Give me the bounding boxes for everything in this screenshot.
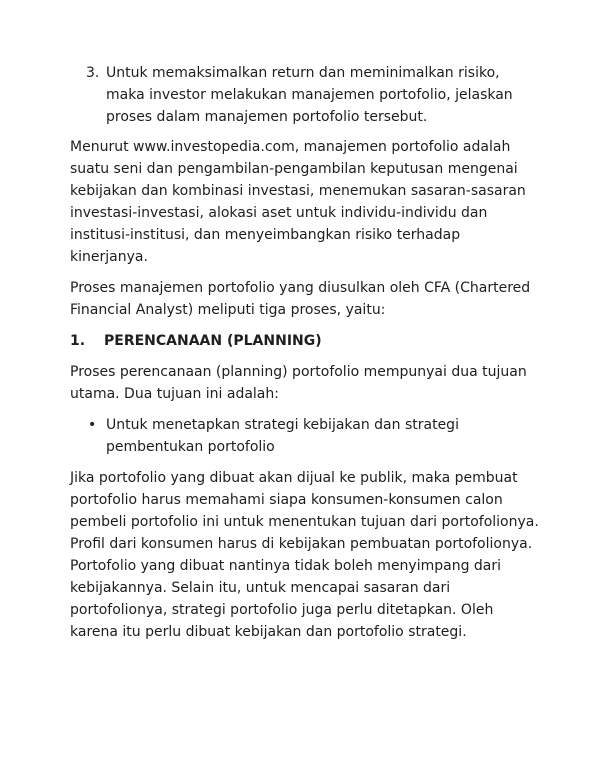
planning-body-paragraph: Jika portofolio yang dibuat akan dijual ke publik, maka pembuat portofolio harus memahami siapa konsumen-konsumen calon pembeli portofolio ini untuk menentukan tujuan dari portofolionya. Profil dari konsumen harus di kebijakan pembuatan portofolionya. Portofolio yang dibuat nantinya tidak boleh menyimpang dari kebijakannya. Selain itu, untuk mencapai sasaran dari portofolionya, strategi portofolio juga perlu ditetapkan. Oleh karena itu perlu dibuat kebijakan dan portofolio strategi.: [70, 470, 539, 640]
list-item: [88, 414, 540, 458]
process-intro-paragraph: Proses manajemen portofolio yang diusulkan oleh CFA (Chartered Financial Analyst) meliputi tiga proses, yaitu:: [70, 280, 531, 318]
bullet-marker: •: [88, 417, 97, 433]
list-item-text: Untuk menetapkan strategi kebijakan dan strategi pembentukan portofolio: [106, 417, 459, 455]
planning-goals-list: [70, 414, 540, 458]
question-text: Untuk memaksimalkan return dan meminimalkan risiko, maka investor melakukan manajemen portofolio, jelaskan proses dalam manajemen portofolio tersebut.: [106, 65, 513, 125]
question-item: [86, 62, 540, 128]
section-title: PERENCANAAN (PLANNING): [104, 333, 322, 349]
document-page: [70, 62, 540, 652]
definition-paragraph: Menurut www.investopedia.com, manajemen portofolio adalah suatu seni dan pengambilan-pengambilan keputusan mengenai kebijakan dan kombinasi investasi, menemukan sasaran-sasaran investasi-investasi, alokasi aset untuk individu-individu dan institusi-institusi, dan menyeimbangkan risiko terhadap kinerjanya.: [70, 139, 526, 265]
planning-intro-paragraph: Proses perencanaan (planning) portofolio mempunyai dua tujuan utama. Dua tujuan ini adalah:: [70, 364, 527, 402]
question-number: 3.: [86, 65, 100, 81]
section-heading-planning: [70, 330, 540, 352]
section-number: 1.: [70, 333, 86, 349]
